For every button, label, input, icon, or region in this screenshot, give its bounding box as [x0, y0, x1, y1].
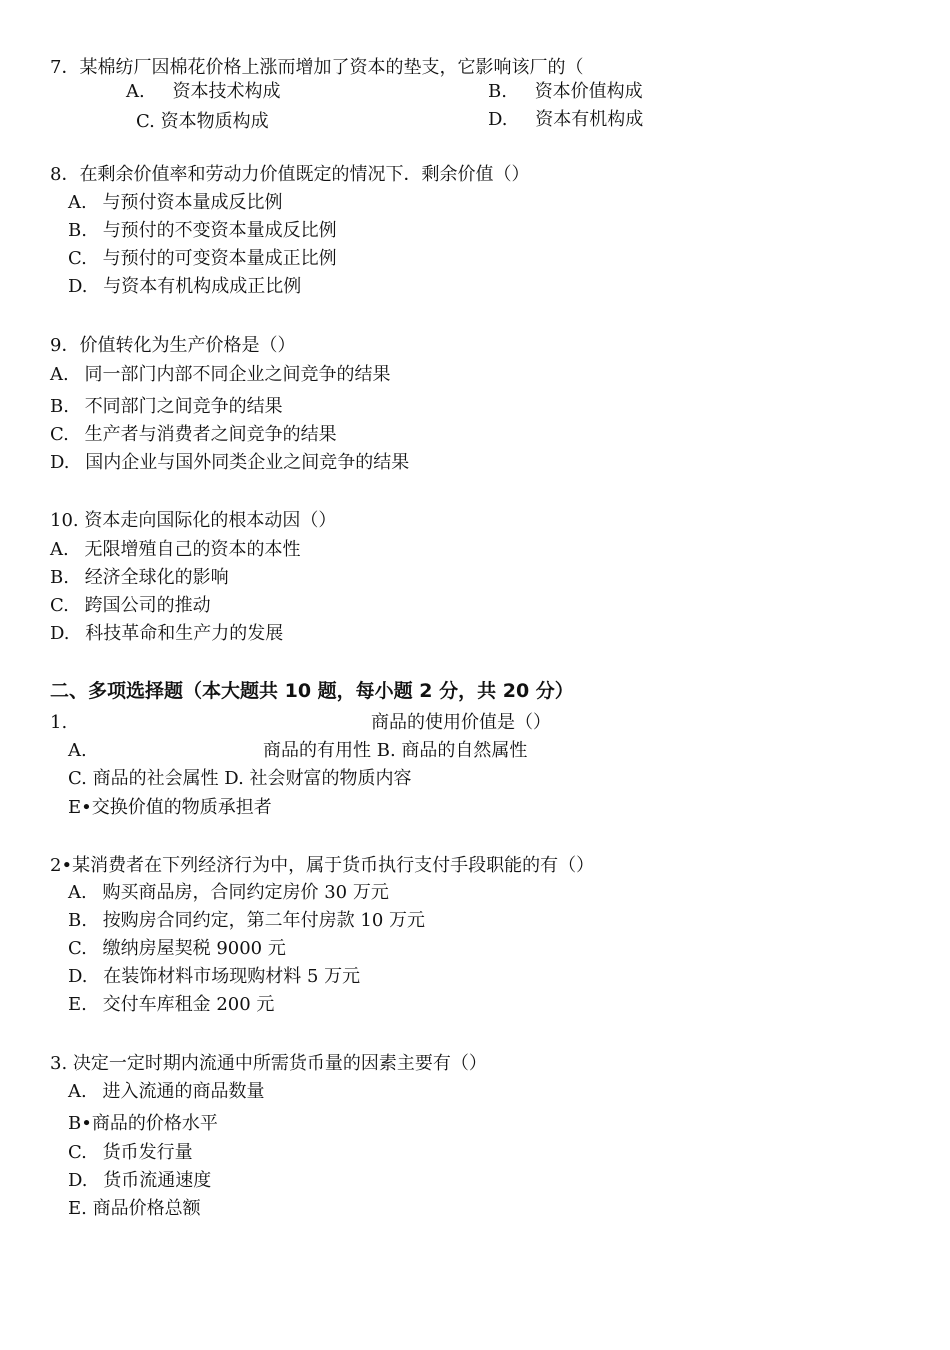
q9-option-b-text: 不同部门之间竞争的结果: [84, 396, 283, 417]
q8-option-c-text: 与预付的可变资本量成正比例: [102, 248, 337, 269]
m3-option-e: E. 商品价格总额: [68, 1198, 201, 1219]
q9-option-d: [50, 451, 409, 475]
m1-stem: 商品的使用价值是（）: [371, 712, 551, 733]
q8-option-d-text: 与资本有机构成成正比例: [103, 276, 302, 297]
m2-option-b-letter: B.: [68, 910, 87, 931]
m3-option-c: [68, 1141, 193, 1165]
q7-option-a-text: 资本技术构成: [172, 81, 281, 102]
q8-option-b-letter: B.: [68, 220, 87, 241]
q7-option-a-letter: A.: [126, 81, 145, 102]
q8-option-d-letter: D.: [68, 276, 88, 297]
q10-option-b: [50, 566, 229, 590]
q10-option-d-text: 科技革命和生产力的发展: [85, 623, 284, 644]
q8-option-a-letter: A.: [68, 192, 87, 213]
m2-stem: 2•某消费者在下列经济行为中，属于货币执行支付手段职能的有（）: [50, 855, 595, 876]
m2-option-e-text: 交付车库租金 200 元: [102, 994, 275, 1015]
m3-option-d: [68, 1169, 211, 1193]
m3-option-a-text: 进入流通的商品数量: [102, 1081, 265, 1102]
q7-option-d: [488, 108, 643, 132]
q7-option-c: C. 资本物质构成: [136, 111, 269, 132]
q10-option-b-letter: B.: [50, 567, 69, 588]
q10-option-a: [50, 538, 300, 562]
q10-option-c-letter: C.: [50, 595, 69, 616]
q10-option-a-letter: A.: [50, 539, 69, 560]
q10-option-b-text: 经济全球化的影响: [84, 567, 229, 588]
m2-option-b-text: 按购房合同约定，第二年付房款 10 万元: [102, 910, 426, 931]
q7-option-b: [488, 80, 643, 104]
q8-option-c: [68, 247, 337, 271]
q9-option-a-letter: A.: [50, 364, 69, 385]
m3-option-a: [68, 1080, 264, 1104]
q7-option-d-text: 资本有机构成: [535, 109, 644, 130]
m3-option-c-text: 货币发行量: [102, 1142, 193, 1163]
q7-option-b-text: 资本价值构成: [534, 81, 643, 102]
m2-option-e: [68, 993, 274, 1017]
m2-option-c-text: 缴纳房屋契税 9000 元: [102, 938, 286, 959]
q10-option-a-text: 无限增殖自己的资本的本性: [84, 539, 301, 560]
m2-option-d-letter: D.: [68, 966, 88, 987]
m2-option-d-text: 在装饰材料市场现购材料 5 万元: [103, 966, 361, 987]
q8-stem: 8．在剩余价值率和劳动力价值既定的情况下．剩余价值（）: [50, 164, 530, 185]
q7-option-a: [126, 80, 280, 104]
q9-option-b-letter: B.: [50, 396, 69, 417]
q8-option-b: [68, 219, 337, 243]
m2-option-b: [68, 909, 425, 933]
m3-option-d-letter: D.: [68, 1170, 88, 1191]
q10-stem: 10. 资本走向国际化的根本动因（）: [50, 510, 337, 531]
m1-option-a-letter: A.: [68, 740, 87, 761]
q8-option-a: [68, 191, 282, 215]
m3-option-d-text: 货币流通速度: [103, 1170, 212, 1191]
m1-option-e: E•交换价值的物质承担者: [68, 797, 272, 818]
q7-stem: 7．某棉纺厂因棉花价格上涨而增加了资本的垫支，它影响该厂的（: [50, 57, 584, 78]
q9-option-a: [50, 363, 390, 387]
q9-option-b: [50, 395, 283, 419]
m3-option-c-letter: C.: [68, 1142, 87, 1163]
q9-stem: 9．价值转化为生产价格是（）: [50, 335, 296, 356]
m2-option-d: [68, 965, 360, 989]
m2-option-c-letter: C.: [68, 938, 87, 959]
m2-option-a-text: 购买商品房，合同约定房价 30 万元: [102, 882, 389, 903]
q10-option-d: [50, 622, 283, 646]
q9-option-c-letter: C.: [50, 424, 69, 445]
m1-option-c-d: C. 商品的社会属性 D. 社会财富的物质内容: [68, 768, 412, 789]
q9-option-c: [50, 423, 337, 447]
m3-stem: 3. 决定一定时期内流通中所需货币量的因素主要有（）: [50, 1053, 487, 1074]
q9-option-c-text: 生产者与消费者之间竞争的结果: [84, 424, 337, 445]
q10-option-c: [50, 594, 211, 618]
q7-option-b-letter: B.: [488, 81, 507, 102]
m1-option-a-b-text: 商品的有用性 B. 商品的自然属性: [263, 740, 528, 761]
q9-option-d-letter: D.: [50, 452, 70, 473]
q10-option-d-letter: D.: [50, 623, 70, 644]
m2-option-a: [68, 881, 389, 905]
q9-option-a-text: 同一部门内部不同企业之间竞争的结果: [84, 364, 391, 385]
m1-number: 1.: [50, 712, 68, 733]
q10-option-c-text: 跨国公司的推动: [84, 595, 211, 616]
m2-option-c: [68, 937, 286, 961]
m2-option-a-letter: A.: [68, 882, 87, 903]
q9-option-d-text: 国内企业与国外同类企业之间竞争的结果: [85, 452, 410, 473]
q8-option-d: [68, 275, 301, 299]
section2-title: 二、多项选择题（本大题共 10 题，每小题 2 分，共 20 分）: [50, 680, 574, 702]
m3-option-b: B•商品的价格水平: [68, 1113, 218, 1134]
q7-option-d-letter: D.: [488, 109, 508, 130]
q8-option-a-text: 与预付资本量成反比例: [102, 192, 283, 213]
m3-option-a-letter: A.: [68, 1081, 87, 1102]
q8-option-b-text: 与预付的不变资本量成反比例: [102, 220, 337, 241]
q8-option-c-letter: C.: [68, 248, 87, 269]
m2-option-e-letter: E.: [68, 994, 87, 1015]
